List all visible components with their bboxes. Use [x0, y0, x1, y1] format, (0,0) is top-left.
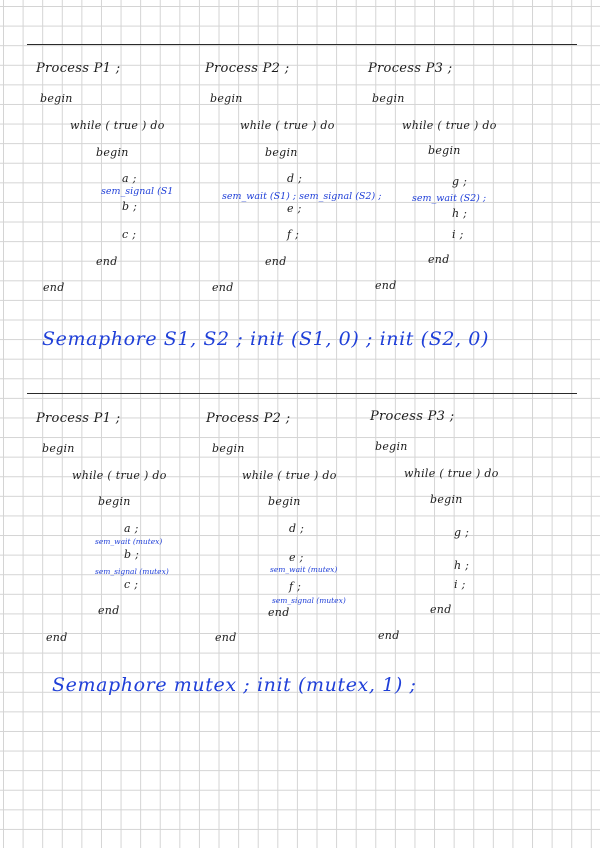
process-header: Process P3 ;	[368, 61, 453, 76]
inner-end-keyword: end	[96, 255, 118, 268]
while-loop-header: while ( true ) do	[402, 119, 497, 132]
statement: f ;	[289, 580, 302, 593]
inner-begin-keyword: begin	[98, 495, 131, 508]
inner-begin-keyword: begin	[96, 146, 129, 159]
inner-begin-keyword: begin	[430, 493, 463, 506]
inner-begin-keyword: begin	[265, 146, 298, 159]
statement: a ;	[122, 172, 137, 185]
statement: i ;	[454, 578, 466, 591]
inner-end-keyword: end	[268, 606, 290, 619]
statement: d ;	[289, 522, 305, 535]
end-keyword: end	[375, 279, 397, 292]
section-divider	[27, 44, 577, 45]
statement: b ;	[122, 200, 138, 213]
process-header: Process P2 ;	[206, 411, 291, 426]
annotation: sem_wait (mutex)	[270, 565, 338, 574]
annotation: sem_signal (mutex)	[272, 596, 346, 605]
process-header: Process P1 ;	[36, 61, 121, 76]
begin-keyword: begin	[372, 92, 405, 105]
inner-end-keyword: end	[265, 255, 287, 268]
while-loop-header: while ( true ) do	[242, 469, 337, 482]
statement: c ;	[122, 228, 137, 241]
annotation: sem_wait (S1) ; sem_signal (S2) ;	[222, 191, 382, 202]
annotation: sem_signal (S1	[101, 186, 174, 197]
inner-end-keyword: end	[428, 253, 450, 266]
annotation: sem_signal (mutex)	[95, 567, 169, 576]
while-loop-header: while ( true ) do	[240, 119, 335, 132]
inner-end-keyword: end	[98, 604, 120, 617]
inner-end-keyword: end	[430, 603, 452, 616]
end-keyword: end	[378, 629, 400, 642]
end-keyword: end	[212, 281, 234, 294]
end-keyword: end	[43, 281, 65, 294]
statement: c ;	[124, 578, 139, 591]
begin-keyword: begin	[210, 92, 243, 105]
while-loop-header: while ( true ) do	[404, 467, 499, 480]
annotation: sem_wait (S2) ;	[412, 193, 487, 204]
annotation: sem_wait (mutex)	[95, 537, 163, 546]
begin-keyword: begin	[40, 92, 73, 105]
statement: i ;	[452, 228, 464, 241]
statement: h ;	[452, 207, 468, 220]
process-header: Process P3 ;	[370, 409, 455, 424]
process-header: Process P1 ;	[36, 411, 121, 426]
statement: h ;	[454, 559, 470, 572]
statement: a ;	[124, 522, 139, 535]
section-divider	[27, 393, 577, 394]
statement: f ;	[287, 228, 300, 241]
inner-begin-keyword: begin	[428, 144, 461, 157]
inner-begin-keyword: begin	[268, 495, 301, 508]
while-loop-header: while ( true ) do	[70, 119, 165, 132]
process-header: Process P2 ;	[205, 61, 290, 76]
semaphore-declaration: Semaphore S1, S2 ; init (S1, 0) ; init (S2, 0)	[42, 328, 489, 350]
end-keyword: end	[46, 631, 68, 644]
semaphore-declaration: Semaphore mutex ; init (mutex, 1) ;	[52, 674, 417, 696]
statement: g ;	[454, 526, 470, 539]
statement: e ;	[289, 551, 304, 564]
statement: e ;	[287, 202, 302, 215]
statement: g ;	[452, 175, 468, 188]
begin-keyword: begin	[375, 440, 408, 453]
statement: b ;	[124, 548, 140, 561]
begin-keyword: begin	[212, 442, 245, 455]
begin-keyword: begin	[42, 442, 75, 455]
while-loop-header: while ( true ) do	[72, 469, 167, 482]
statement: d ;	[287, 172, 303, 185]
end-keyword: end	[215, 631, 237, 644]
